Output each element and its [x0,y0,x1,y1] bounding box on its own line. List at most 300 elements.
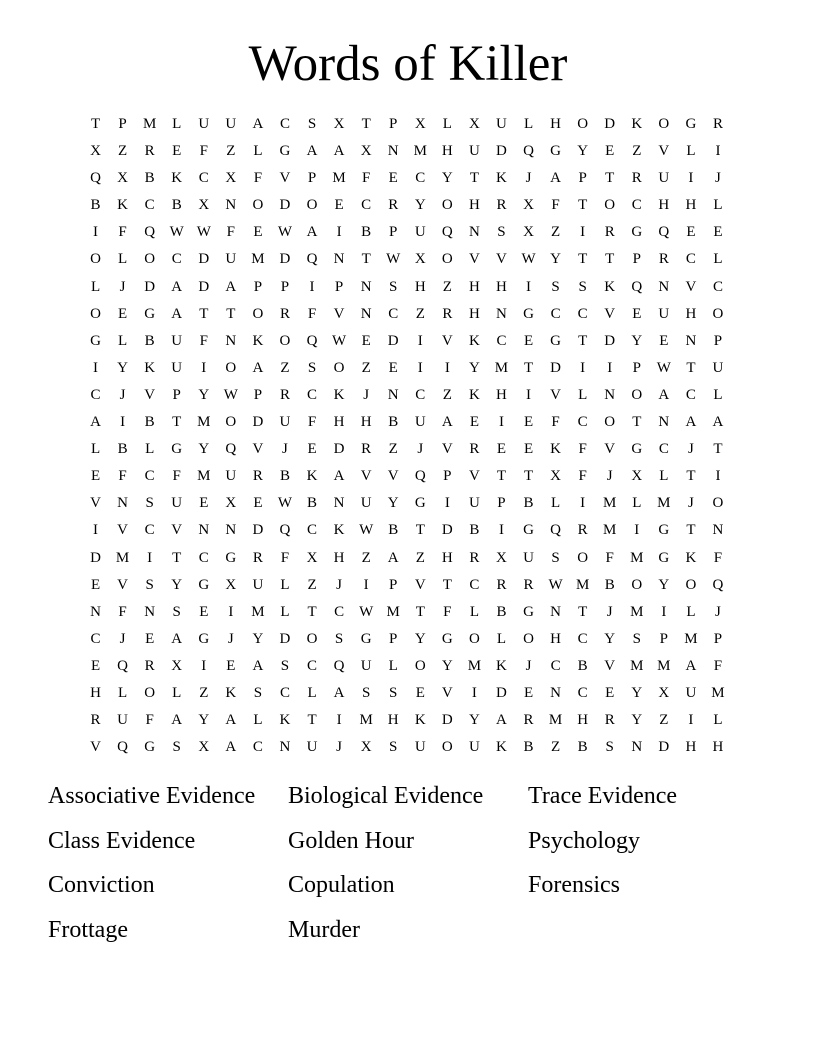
grid-letter[interactable]: E [199,495,209,512]
grid-letter[interactable]: H [360,414,372,431]
grid-letter[interactable]: S [253,684,263,701]
grid-letter[interactable]: V [550,386,562,403]
grid-letter[interactable]: I [417,332,423,349]
grid-letter[interactable]: V [441,684,453,701]
grid-letter[interactable]: F [307,414,317,431]
grid-letter[interactable]: O [604,197,616,214]
grid-letter[interactable]: Y [658,576,670,593]
grid-letter[interactable]: T [307,712,317,729]
grid-letter[interactable]: M [386,603,400,620]
grid-letter[interactable]: N [333,495,345,512]
grid-letter[interactable]: C [496,332,507,349]
grid-letter[interactable]: T [578,197,588,214]
grid-letter[interactable]: Z [280,359,290,376]
grid-letter[interactable]: S [578,278,587,295]
grid-letter[interactable]: E [496,441,507,458]
grid-letter[interactable]: B [117,441,128,458]
grid-letter[interactable]: U [171,359,183,376]
grid-letter[interactable]: O [225,359,237,376]
grid-letter[interactable]: G [523,603,534,620]
grid-letter[interactable]: A [252,359,264,376]
grid-letter[interactable]: E [226,657,236,674]
grid-letter[interactable]: B [144,170,155,187]
grid-letter[interactable]: Y [577,143,589,160]
grid-letter[interactable]: D [198,251,210,268]
grid-letter[interactable]: F [226,224,236,241]
grid-letter[interactable]: U [225,251,237,268]
grid-letter[interactable]: X [414,116,426,132]
grid-letter[interactable]: F [118,603,127,620]
grid-letter[interactable]: J [119,278,126,295]
grid-letter[interactable]: U [279,414,291,431]
grid-letter[interactable]: Z [226,143,236,160]
grid-letter[interactable]: I [715,468,721,485]
grid-letter[interactable]: L [713,712,723,729]
grid-letter[interactable]: C [90,630,101,647]
grid-letter[interactable]: Q [279,522,291,539]
grid-letter[interactable]: K [117,197,129,214]
grid-letter[interactable]: J [687,495,694,512]
grid-letter[interactable]: J [227,630,234,647]
grid-letter[interactable]: X [360,143,372,160]
grid-letter[interactable]: E [632,305,642,322]
grid-letter[interactable]: P [334,278,344,295]
grid-letter[interactable]: T [469,170,479,187]
grid-letter[interactable]: G [360,630,372,647]
grid-letter[interactable]: P [280,278,290,295]
grid-letter[interactable]: G [198,630,210,647]
grid-letter[interactable]: C [469,576,480,593]
grid-letter[interactable]: Y [198,712,210,729]
grid-letter[interactable]: K [496,739,507,756]
grid-letter[interactable]: O [441,251,453,268]
grid-letter[interactable]: A [171,630,183,647]
grid-letter[interactable]: S [145,576,154,593]
grid-letter[interactable]: P [307,170,317,187]
grid-letter[interactable]: L [523,116,534,132]
grid-letter[interactable]: R [144,657,155,674]
grid-letter[interactable]: T [361,116,371,132]
grid-letter[interactable]: X [306,549,318,566]
grid-letter[interactable]: R [144,143,155,160]
grid-letter[interactable]: M [494,359,509,376]
grid-letter[interactable]: W [169,224,184,241]
grid-letter[interactable]: U [306,739,318,756]
grid-letter[interactable]: Q [306,251,318,268]
grid-letter[interactable]: R [604,224,615,241]
grid-letter[interactable]: X [198,197,210,214]
grid-letter[interactable]: K [144,359,156,376]
grid-letter[interactable]: W [277,495,293,512]
grid-letter[interactable]: D [604,332,616,349]
grid-letter[interactable]: A [658,386,670,403]
grid-letter[interactable]: S [145,495,154,512]
grid-letter[interactable]: U [252,576,264,593]
grid-letter[interactable]: F [578,441,587,458]
grid-letter[interactable]: L [90,441,101,458]
grid-letter[interactable]: A [225,278,237,295]
grid-letter[interactable]: L [496,630,507,647]
grid-letter[interactable]: L [145,441,155,458]
grid-letter[interactable]: L [659,468,669,485]
grid-letter[interactable]: L [388,657,398,674]
grid-letter[interactable]: Z [442,278,452,295]
grid-letter[interactable]: D [144,278,156,295]
grid-letter[interactable]: F [551,197,560,214]
grid-letter[interactable]: K [333,522,345,539]
grid-letter[interactable]: R [631,170,642,187]
grid-letter[interactable]: R [523,712,534,729]
grid-letter[interactable]: A [252,657,264,674]
grid-letter[interactable]: Q [117,657,129,674]
grid-letter[interactable]: Y [171,576,183,593]
grid-letter[interactable]: P [172,386,181,403]
grid-letter[interactable]: O [685,576,697,593]
grid-letter[interactable]: J [715,603,721,620]
grid-letter[interactable]: F [172,468,181,485]
grid-letter[interactable]: N [198,522,210,539]
grid-letter[interactable]: E [605,684,615,701]
grid-letter[interactable]: A [685,657,697,674]
grid-letter[interactable]: A [387,549,399,566]
grid-letter[interactable]: U [225,116,237,132]
grid-letter[interactable]: R [90,712,101,729]
grid-letter[interactable]: V [468,468,480,485]
grid-letter[interactable]: I [498,414,504,431]
grid-letter[interactable]: B [144,414,155,431]
grid-letter[interactable]: C [144,197,155,214]
grid-letter[interactable]: V [604,657,616,674]
grid-letter[interactable]: I [93,224,99,241]
grid-letter[interactable]: I [471,684,477,701]
grid-letter[interactable]: R [712,116,723,132]
grid-letter[interactable]: O [468,630,480,647]
grid-letter[interactable]: P [713,332,723,349]
grid-letter[interactable]: N [333,251,345,268]
grid-letter[interactable]: O [333,359,345,376]
grid-letter[interactable]: H [333,549,345,566]
grid-letter[interactable]: R [279,305,290,322]
grid-letter[interactable]: E [199,603,209,620]
grid-letter[interactable]: I [336,224,342,241]
grid-letter[interactable]: I [444,495,450,512]
grid-letter[interactable]: U [414,224,426,241]
grid-letter[interactable]: O [306,630,318,647]
grid-letter[interactable]: K [468,386,480,403]
grid-letter[interactable]: U [658,305,670,322]
grid-letter[interactable]: P [632,251,641,268]
grid-letter[interactable]: J [282,441,288,458]
grid-letter[interactable]: B [144,332,155,349]
grid-letter[interactable]: Y [117,359,129,376]
grid-letter[interactable]: Q [658,224,670,241]
grid-letter[interactable]: A [90,414,101,431]
grid-letter[interactable]: M [630,603,644,620]
grid-letter[interactable]: A [441,414,453,431]
grid-letter[interactable]: H [441,549,453,566]
grid-letter[interactable]: K [685,549,697,566]
grid-letter[interactable]: E [713,224,723,241]
grid-letter[interactable]: K [550,441,562,458]
grid-letter[interactable]: Q [631,278,643,295]
grid-letter[interactable]: L [686,603,696,620]
grid-letter[interactable]: W [277,224,293,241]
grid-letter[interactable]: P [659,630,669,647]
grid-letter[interactable]: C [144,468,155,485]
grid-letter[interactable]: W [521,251,536,268]
grid-letter[interactable]: C [307,386,318,403]
grid-letter[interactable]: C [361,197,372,214]
grid-letter[interactable]: U [468,495,480,512]
grid-letter[interactable]: P [497,495,506,512]
grid-letter[interactable]: G [550,143,562,160]
grid-letter[interactable]: E [334,197,344,214]
grid-letter[interactable]: E [145,630,155,647]
grid-letter[interactable]: X [414,251,426,268]
grid-letter[interactable]: V [333,305,345,322]
grid-letter[interactable]: O [90,305,101,322]
grid-letter[interactable]: Y [252,630,264,647]
grid-letter[interactable]: C [307,522,318,539]
grid-letter[interactable]: C [685,386,696,403]
grid-letter[interactable]: L [280,576,290,593]
grid-letter[interactable]: M [413,143,427,160]
grid-letter[interactable]: G [685,116,697,132]
grid-letter[interactable]: U [360,495,372,512]
grid-letter[interactable]: E [307,441,317,458]
grid-letter[interactable]: T [578,251,588,268]
grid-letter[interactable]: D [496,684,507,701]
grid-letter[interactable]: E [118,305,128,322]
grid-letter[interactable]: T [578,603,588,620]
grid-letter[interactable]: H [468,305,480,322]
grid-letter[interactable]: U [414,414,426,431]
grid-letter[interactable]: E [253,224,263,241]
grid-letter[interactable]: C [198,549,209,566]
grid-letter[interactable]: Z [361,549,371,566]
grid-letter[interactable]: H [468,197,480,214]
grid-letter[interactable]: P [389,224,398,241]
grid-letter[interactable]: C [144,522,155,539]
grid-letter[interactable]: F [443,603,452,620]
grid-letter[interactable]: N [468,224,480,241]
grid-letter[interactable]: J [119,386,126,403]
grid-letter[interactable]: R [496,576,507,593]
grid-letter[interactable]: S [632,630,641,647]
grid-letter[interactable]: F [713,657,723,674]
grid-letter[interactable]: Q [306,332,318,349]
grid-letter[interactable]: H [550,116,562,132]
grid-letter[interactable]: J [417,441,424,458]
grid-letter[interactable]: G [631,441,643,458]
grid-letter[interactable]: M [142,116,157,132]
grid-letter[interactable]: Y [198,441,210,458]
grid-letter[interactable]: I [147,549,153,566]
grid-letter[interactable]: S [280,657,290,674]
grid-letter[interactable]: C [415,386,426,403]
grid-letter[interactable]: D [441,712,453,729]
grid-letter[interactable]: S [389,739,398,756]
grid-letter[interactable]: E [361,332,371,349]
grid-letter[interactable]: P [253,278,263,295]
grid-letter[interactable]: S [605,739,614,756]
grid-letter[interactable]: C [577,630,588,647]
grid-letter[interactable]: R [252,468,263,485]
grid-letter[interactable]: M [332,170,346,187]
grid-letter[interactable]: Y [468,712,480,729]
grid-letter[interactable]: F [199,143,208,160]
grid-letter[interactable]: N [360,278,372,295]
grid-letter[interactable]: M [251,603,265,620]
grid-letter[interactable]: N [550,603,562,620]
grid-letter[interactable]: Z [388,441,398,458]
grid-letter[interactable]: A [225,739,237,756]
grid-letter[interactable]: C [712,278,723,295]
grid-letter[interactable]: X [225,576,237,593]
grid-letter[interactable]: A [306,224,318,241]
grid-letter[interactable]: X [658,684,670,701]
grid-letter[interactable]: G [198,576,210,593]
grid-letter[interactable]: J [606,603,613,620]
grid-letter[interactable]: J [525,170,532,187]
grid-letter[interactable]: B [604,576,615,593]
grid-letter[interactable]: T [686,522,696,539]
grid-letter[interactable]: R [496,197,507,214]
grid-letter[interactable]: U [523,549,534,566]
grid-letter[interactable]: P [713,630,723,647]
grid-letter[interactable]: S [497,224,506,241]
grid-letter[interactable]: D [441,522,453,539]
grid-letter[interactable]: C [252,739,263,756]
grid-letter[interactable]: M [630,657,644,674]
grid-letter[interactable]: K [631,116,643,132]
grid-letter[interactable]: J [119,630,126,647]
grid-letter[interactable]: T [415,603,425,620]
grid-letter[interactable]: Y [631,712,643,729]
grid-letter[interactable]: M [115,549,130,566]
grid-letter[interactable]: J [336,739,343,756]
grid-letter[interactable]: Z [118,143,128,160]
grid-letter[interactable]: N [90,603,101,620]
grid-letter[interactable]: N [658,278,670,295]
grid-letter[interactable]: W [548,576,563,593]
grid-letter[interactable]: C [550,657,561,674]
grid-letter[interactable]: S [172,739,181,756]
grid-letter[interactable]: O [441,739,453,756]
grid-letter[interactable]: E [90,576,101,593]
grid-letter[interactable]: V [171,522,183,539]
grid-letter[interactable]: N [387,386,399,403]
grid-letter[interactable]: S [361,684,371,701]
grid-letter[interactable]: X [468,116,480,132]
grid-letter[interactable]: U [658,170,670,187]
grid-letter[interactable]: K [306,468,318,485]
grid-letter[interactable]: U [414,739,426,756]
grid-letter[interactable]: J [687,441,694,458]
grid-letter[interactable]: V [90,739,101,756]
grid-letter[interactable]: G [225,549,237,566]
grid-letter[interactable]: Y [198,386,210,403]
grid-letter[interactable]: H [712,739,724,756]
grid-letter[interactable]: K [171,170,183,187]
grid-letter[interactable]: T [605,170,615,187]
grid-letter[interactable]: T [605,251,615,268]
grid-letter[interactable]: X [523,224,534,241]
grid-letter[interactable]: D [279,630,291,647]
grid-letter[interactable]: H [685,305,697,322]
grid-letter[interactable]: V [252,441,264,458]
grid-letter[interactable]: O [712,495,724,512]
grid-letter[interactable]: K [414,712,426,729]
grid-letter[interactable]: E [90,657,101,674]
grid-letter[interactable]: I [607,359,613,376]
grid-letter[interactable]: I [93,359,99,376]
grid-letter[interactable]: L [280,603,290,620]
grid-letter[interactable]: I [120,414,126,431]
grid-letter[interactable]: T [307,603,317,620]
grid-letter[interactable]: Q [712,576,724,593]
grid-letter[interactable]: O [658,116,670,132]
grid-letter[interactable]: S [334,630,344,647]
grid-letter[interactable]: U [685,684,697,701]
grid-letter[interactable]: C [658,441,669,458]
grid-letter[interactable]: M [603,495,617,512]
grid-letter[interactable]: W [359,522,374,539]
grid-letter[interactable]: I [688,170,694,187]
grid-letter[interactable]: Q [550,522,562,539]
grid-letter[interactable]: D [387,332,399,349]
grid-letter[interactable]: Y [387,495,399,512]
grid-letter[interactable]: N [144,603,156,620]
grid-letter[interactable]: B [496,603,507,620]
grid-letter[interactable]: K [496,657,507,674]
grid-letter[interactable]: F [145,712,154,729]
grid-letter[interactable]: T [415,522,425,539]
grid-letter[interactable]: D [252,522,264,539]
grid-letter[interactable]: L [172,684,182,701]
grid-letter[interactable]: I [715,143,721,160]
grid-letter[interactable]: U [360,657,372,674]
grid-letter[interactable]: H [685,197,697,214]
grid-letter[interactable]: G [144,739,156,756]
grid-letter[interactable]: X [631,468,643,485]
grid-letter[interactable]: B [307,495,318,512]
grid-letter[interactable]: D [658,739,670,756]
grid-letter[interactable]: P [443,468,452,485]
grid-letter[interactable]: R [442,305,453,322]
grid-letter[interactable]: Z [415,305,425,322]
grid-letter[interactable]: D [90,549,101,566]
grid-letter[interactable]: R [604,712,615,729]
grid-letter[interactable]: K [279,712,291,729]
grid-letter[interactable]: H [496,386,507,403]
grid-letter[interactable]: M [197,468,211,485]
grid-letter[interactable]: Q [117,739,129,756]
grid-letter[interactable]: M [575,576,590,593]
grid-letter[interactable]: V [360,468,372,485]
grid-letter[interactable]: I [526,386,532,403]
grid-letter[interactable]: L [713,197,723,214]
grid-letter[interactable]: T [361,251,371,268]
grid-letter[interactable]: T [578,332,588,349]
grid-letter[interactable]: E [523,332,534,349]
grid-letter[interactable]: L [632,495,642,512]
grid-letter[interactable]: V [144,386,156,403]
grid-letter[interactable]: X [496,549,507,566]
grid-letter[interactable]: C [90,386,101,403]
grid-letter[interactable]: C [198,170,209,187]
grid-letter[interactable]: C [685,251,696,268]
